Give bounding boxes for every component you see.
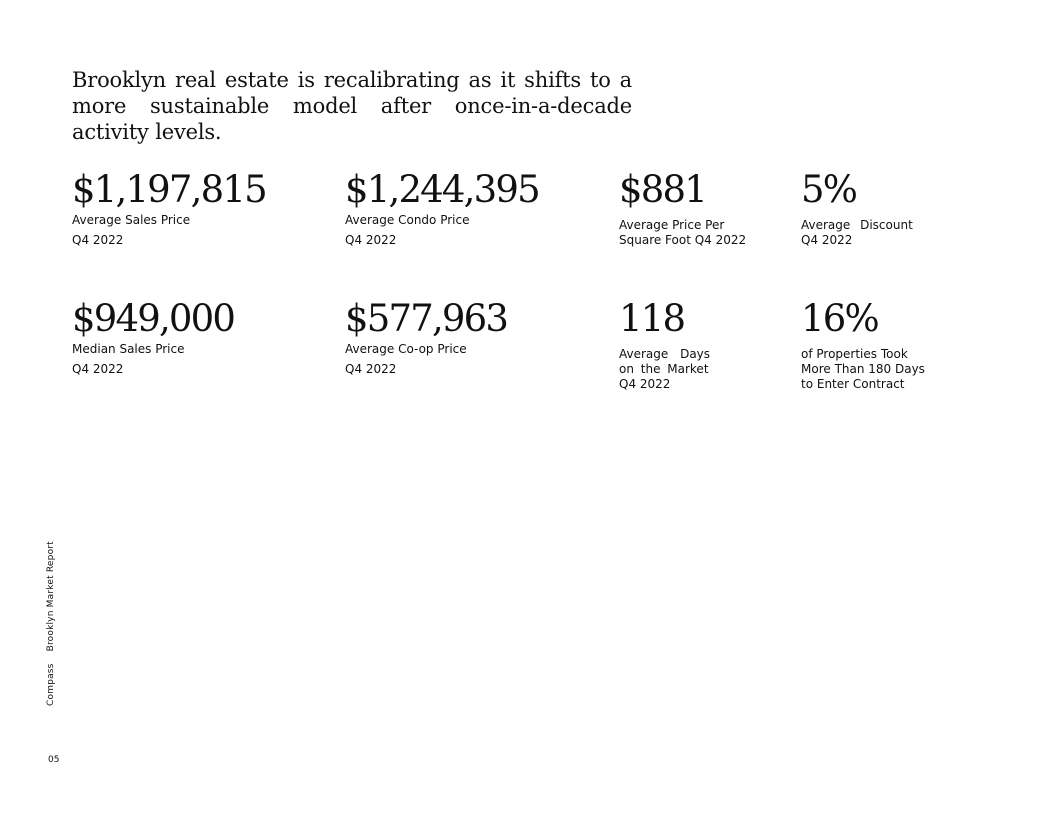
stat-average-days-on-market xyxy=(619,299,710,392)
stat-label-line3: to Enter Contract xyxy=(801,377,905,391)
stat-label-line1: Average Price Per xyxy=(619,218,725,232)
stat-label-line1: Average Sales Price xyxy=(72,213,191,227)
stat-label-line3: Q4 2022 xyxy=(619,377,671,391)
headline: Brooklyn real estate is recalibrating as it shifts to a more sustainable model after once-in-a-decade activity levels. xyxy=(72,68,632,144)
report-title: Brooklyn Market Report xyxy=(46,541,56,652)
stat-average-sales-price xyxy=(72,170,266,250)
stat-value: 5% xyxy=(801,168,857,211)
report-side-label xyxy=(46,541,56,706)
stat-label-line1: Average Co-op Price xyxy=(345,342,467,356)
stat-label-line2: Square Foot Q4 2022 xyxy=(619,233,747,247)
stat-value: 16% xyxy=(801,297,878,340)
stat-value: $1,197,815 xyxy=(72,168,266,211)
stat-average-coop-price xyxy=(345,299,507,379)
stat-value: $881 xyxy=(619,168,706,211)
stat-label-line2: More Than 180 Days xyxy=(801,362,925,376)
stat-label-line1: Average Discount xyxy=(801,218,913,232)
stat-median-sales-price xyxy=(72,299,234,379)
stat-value: $949,000 xyxy=(72,297,235,340)
stat-value: $1,244,395 xyxy=(345,168,539,211)
stat-label-line1: Median Sales Price xyxy=(72,342,185,356)
stat-properties-over-180-days xyxy=(801,299,925,392)
stat-average-condo-price xyxy=(345,170,539,250)
stat-label-line2: Q4 2022 xyxy=(72,362,124,376)
stat-average-discount xyxy=(801,170,913,248)
stat-average-price-per-square-foot xyxy=(619,170,746,248)
stat-label-line1: of Properties Took xyxy=(801,347,908,361)
stat-label-line2: on the Market xyxy=(619,362,709,376)
stat-label-line2: Q4 2022 xyxy=(345,233,397,247)
stat-value: 118 xyxy=(619,297,685,340)
stat-label-line2: Q4 2022 xyxy=(72,233,124,247)
page-number: 05 xyxy=(48,755,60,765)
stat-label-line2: Q4 2022 xyxy=(345,362,397,376)
stat-label-line2: Q4 2022 xyxy=(801,233,853,247)
brand-name: Compass xyxy=(46,663,56,706)
stat-label-line1: Average Condo Price xyxy=(345,213,470,227)
stat-label-line1: Average Days xyxy=(619,347,711,361)
stat-value: $577,963 xyxy=(345,297,508,340)
